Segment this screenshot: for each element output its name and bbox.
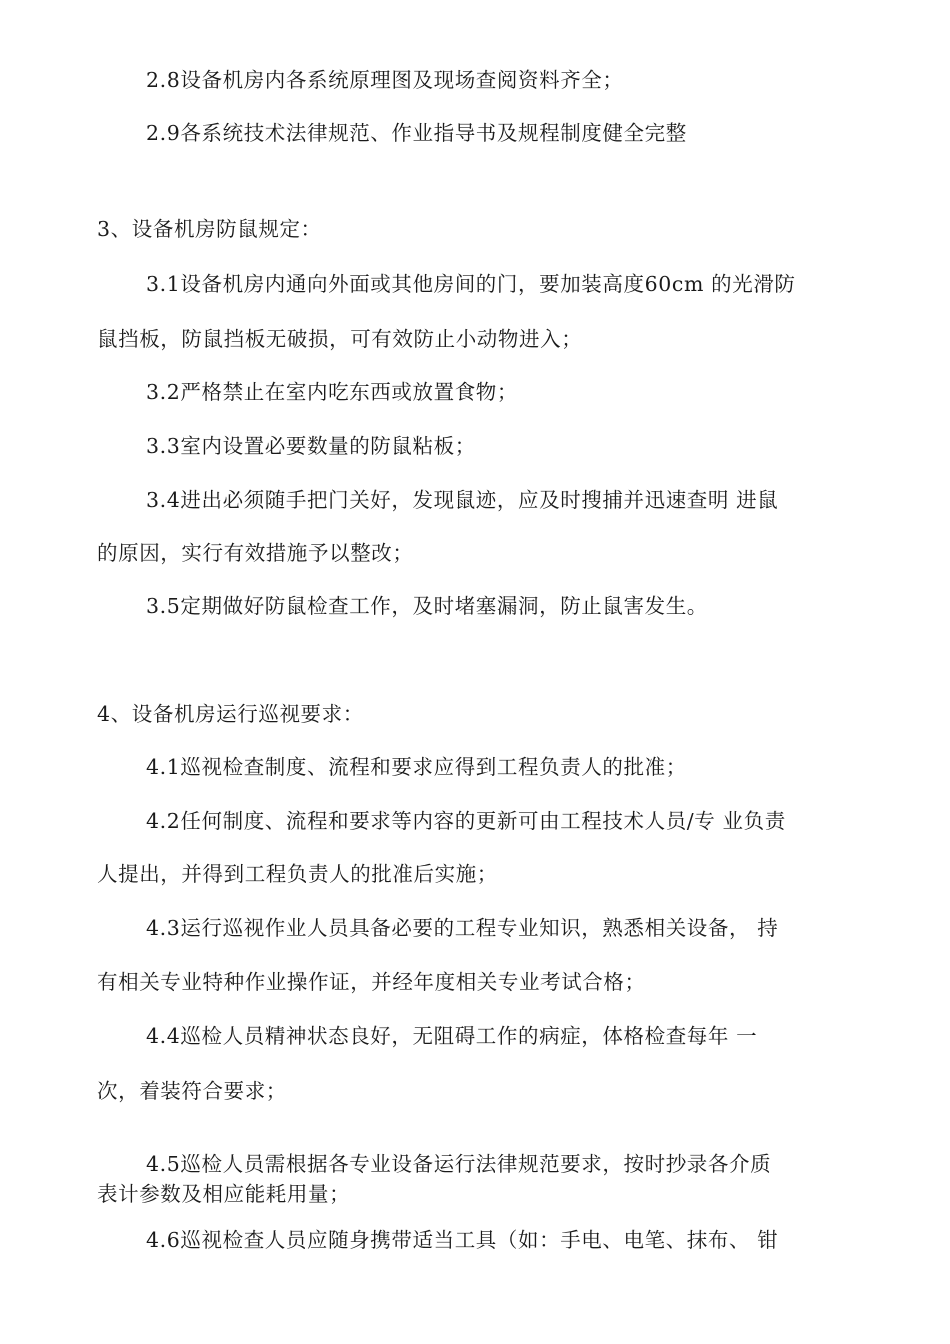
item-4-5: 4.5巡检人员需根据各专业设备运行法律规范要求，按时抄录各介质 xyxy=(146,1152,772,1176)
section-4-heading: 4、设备机房运行巡视要求： xyxy=(97,702,364,726)
item-2-9: 2.9各系统技术法律规范、作业指导书及规程制度健全完整 xyxy=(146,121,687,145)
item-3-4: 3.4进出必须随手把门关好，发现鼠迹，应及时搜捕并迅速查明 进鼠 xyxy=(146,488,779,512)
item-4-2: 4.2任何制度、流程和要求等内容的更新可由工程技术人员/专 业负责 xyxy=(146,809,786,833)
item-4-2-cont: 人提出，并得到工程负责人的批准后实施； xyxy=(97,862,498,886)
item-3-2: 3.2严格禁止在室内吃东西或放置食物； xyxy=(146,380,519,404)
item-4-1: 4.1巡视检查制度、流程和要求应得到工程负责人的批准； xyxy=(146,755,687,779)
item-4-3: 4.3运行巡视作业人员具备必要的工程专业知识，熟悉相关设备， 持 xyxy=(146,916,779,940)
item-4-5-cont: 表计参数及相应能耗用量； xyxy=(97,1182,351,1206)
item-4-4-cont: 次，着装符合要求； xyxy=(97,1079,287,1103)
item-3-4-cont: 的原因，实行有效措施予以整改； xyxy=(97,541,414,565)
item-3-1-cont: 鼠挡板，防鼠挡板无破损，可有效防止小动物进入； xyxy=(97,327,583,351)
item-3-5: 3.5定期做好防鼠检查工作，及时堵塞漏洞，防止鼠害发生。 xyxy=(146,594,708,618)
item-2-8: 2.8设备机房内各系统原理图及现场查阅资料齐全； xyxy=(146,68,624,92)
item-3-3: 3.3室内设置必要数量的防鼠粘板； xyxy=(146,434,476,458)
item-3-1: 3.1设备机房内通向外面或其他房间的门，要加装高度60cm 的光滑防 xyxy=(146,272,796,296)
item-4-6: 4.6巡视检查人员应随身携带适当工具（如：手电、电笔、抹布、 钳 xyxy=(146,1228,779,1252)
item-4-3-cont: 有相关专业特种作业操作证，并经年度相关专业考试合格； xyxy=(97,970,646,994)
item-4-4: 4.4巡检人员精神状态良好，无阻碍工作的病症，体格检查每年 一 xyxy=(146,1024,758,1048)
section-3-heading: 3、设备机房防鼠规定： xyxy=(97,217,322,241)
